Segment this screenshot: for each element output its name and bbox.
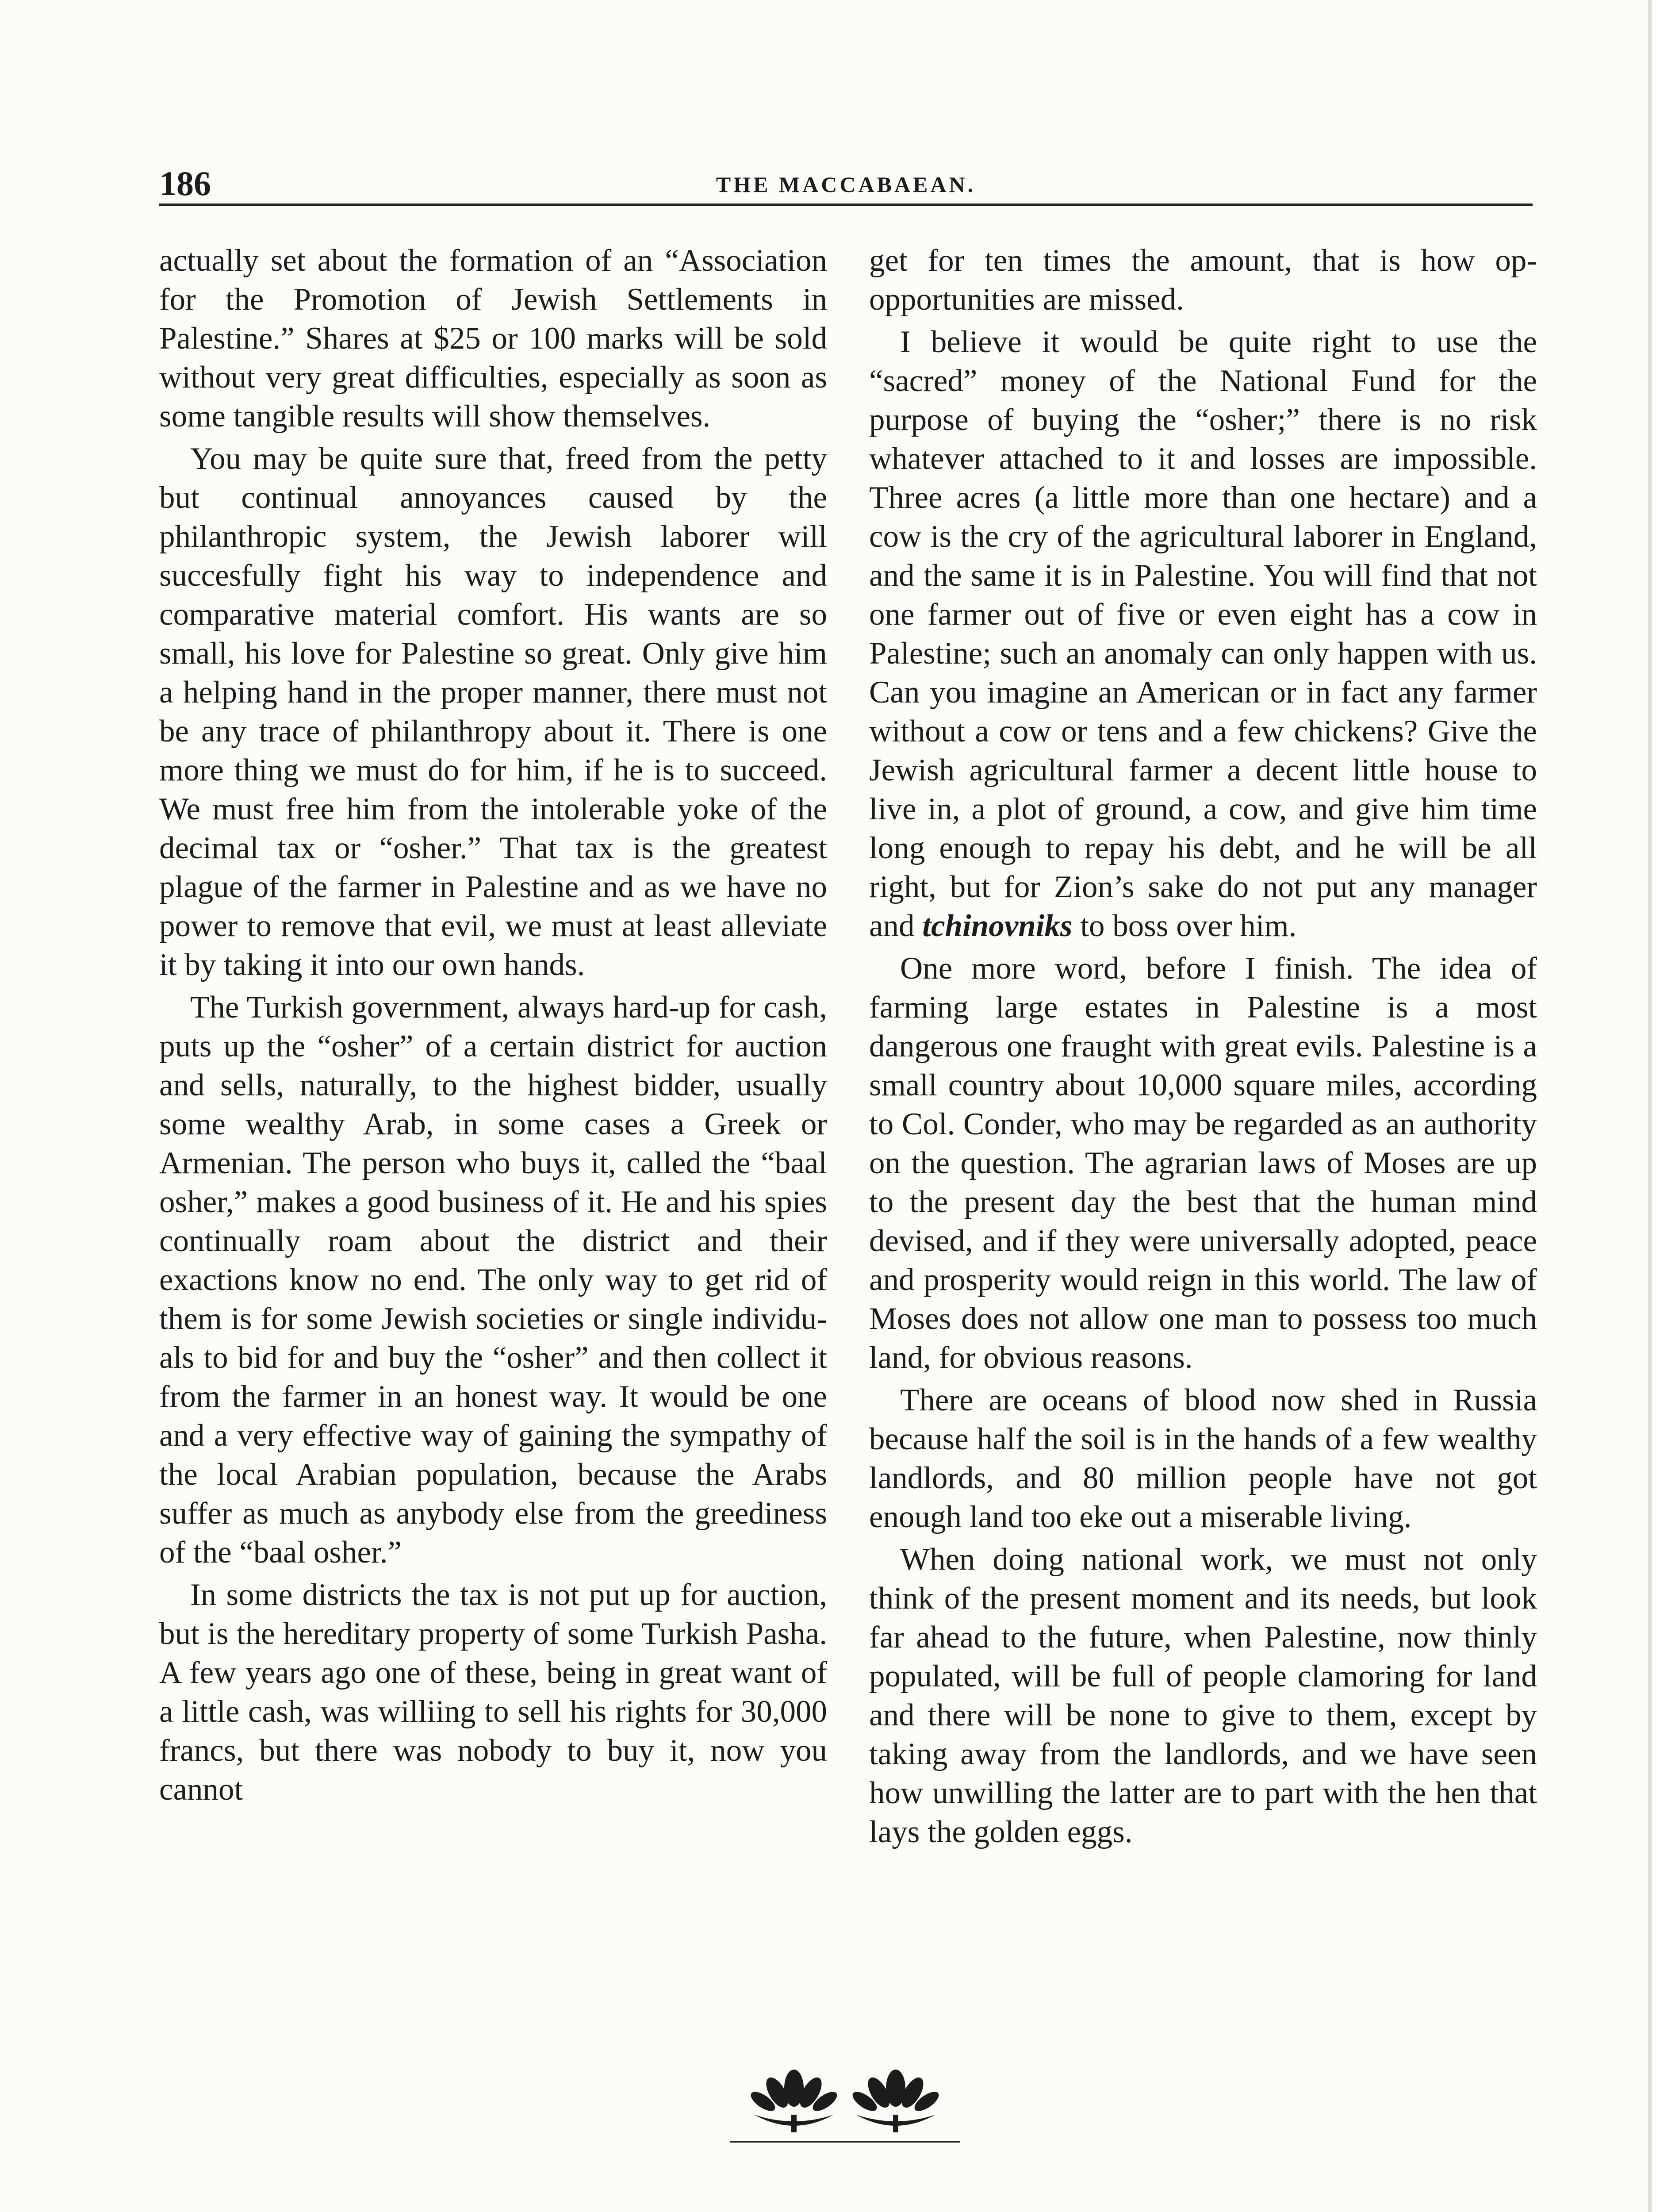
right-paragraph-2-text: I believe it would be quite right to use the “sacred” money of the National Fund for the purpose of buying the “osher;” there is no risk whatever attached to it and losses are impossible. Three acres (a little more than one hectare) and a cow is the cry of the agricultural laborer in England, and the same it is in Palestine. You will find that not one farmer out of five or even eight has a cow in Palestine; such an anomaly can only happen with us. Can you imagine an American or in fact any farmer without a cow or tens and a few chickens? Give the Jewish agricultural farmer a decent little house to live in, a plot of ground, a cow, and give him time long enough to repay his debt, and he will be all right, but for Zion’s sake do not put any manager and (869, 325, 1537, 943)
left-column (159, 241, 827, 1809)
page-number: 186 (159, 164, 211, 203)
left-paragraph-2: You may be quite sure that, freed from the petty but continual annoyances caused by the philanthropic system, the Jewish laborer will succesfully fight his way to independence and comparative material comfort. His wants are so small, his love for Palestine so great. Only give him a helping hand in the proper manner, there must not be any trace of philanthropy about it. There is one more thing we must do for him, if he is to succeed. We must free him from the intolerable yoke of the decimal tax or “osher.” That tax is the greatest plague of the farmer in Palestine and as we have no power to remove that evil, we must at least alleviate it by taking it into our own hands. (159, 442, 827, 982)
ornament-rule (730, 2141, 960, 2143)
right-paragraph-4: There are oceans of blood now shed in Russia because half the soil is in the hands of a few wealthy landlords, and 80 million people have not got enough land too eke out a miserable living. (869, 1383, 1537, 1534)
italic-term: tchinovniks (922, 909, 1073, 943)
scan-edge (1648, 0, 1652, 2212)
left-paragraph-3: The Turkish government, always hard-up for cash, puts up the “osher” of a certain district for auction and sells, naturally, to the highest bidder, usually some wealthy Arab, in some cases a Greek or Armenian. The person who buys it, called the “baal osher,” makes a good business of it. He and his spies continually roam about the district and their exactions know no end. The only way to get rid of them is for some Jewish societies or single individuals to bid for and buy the “osher” and then collect it from the farmer in an honest way. It would be one and a very effective way of gaining the sympathy of the local Arabian population, because the Arabs suffer as much as anybody else from the greediness of the “baal osher.” (159, 990, 827, 1570)
right-column (869, 241, 1537, 1851)
right-paragraph-5: When doing national work, we must not only think of the present moment and its needs, but look far ahead to the future, when Palestine, now thinly populated, will be full of people clamoring for land and there will be none to give to them, except by taking away from the landlords, and we have seen how unwilling the latter are to part with the hen that lays the golden eggs. (869, 1542, 1537, 1849)
right-paragraph-1: get for ten times the amount, that is how opopportunities are missed. (869, 243, 1537, 317)
right-paragraph-2-end: to boss over him. (1072, 909, 1297, 943)
right-paragraph-3: One more word, before I finish. The idea of farming large estates in Palestine is a most dangerous one fraught with great evils. Palestine is a small country about 10,000 square miles, according to Col. Conder, who may be regarded as an authority on the question. The agrarian laws of Moses are up to the present day the best that the human mind devised, and if they were universally adopted, peace and prosperity would reign in this world. The law of Moses does not allow one man to possess too much land, for obvious reasons. (869, 951, 1537, 1375)
left-paragraph-1: actually set about the formation of an “Association for the Promotion of Jewish Settlements in Palestine.” Shares at $25 or 100 marks will be sold without very great difficulties, especially as soon as some tangible results will show themselves. (159, 243, 827, 434)
page-header (159, 164, 1533, 206)
floral-ornament-icon (743, 2062, 947, 2137)
running-title: THE MACCABAEAN. (716, 172, 976, 197)
left-paragraph-4: In some districts the tax is not put up for auction, but is the hereditary property of some Turkish Pasha. A few years ago one of these, being in great want of a little cash, was williing to sell his rights for 30,000 francs, but there was nobody to buy it, now you cannot (159, 1578, 827, 1807)
right-paragraph-2 (869, 323, 1537, 945)
